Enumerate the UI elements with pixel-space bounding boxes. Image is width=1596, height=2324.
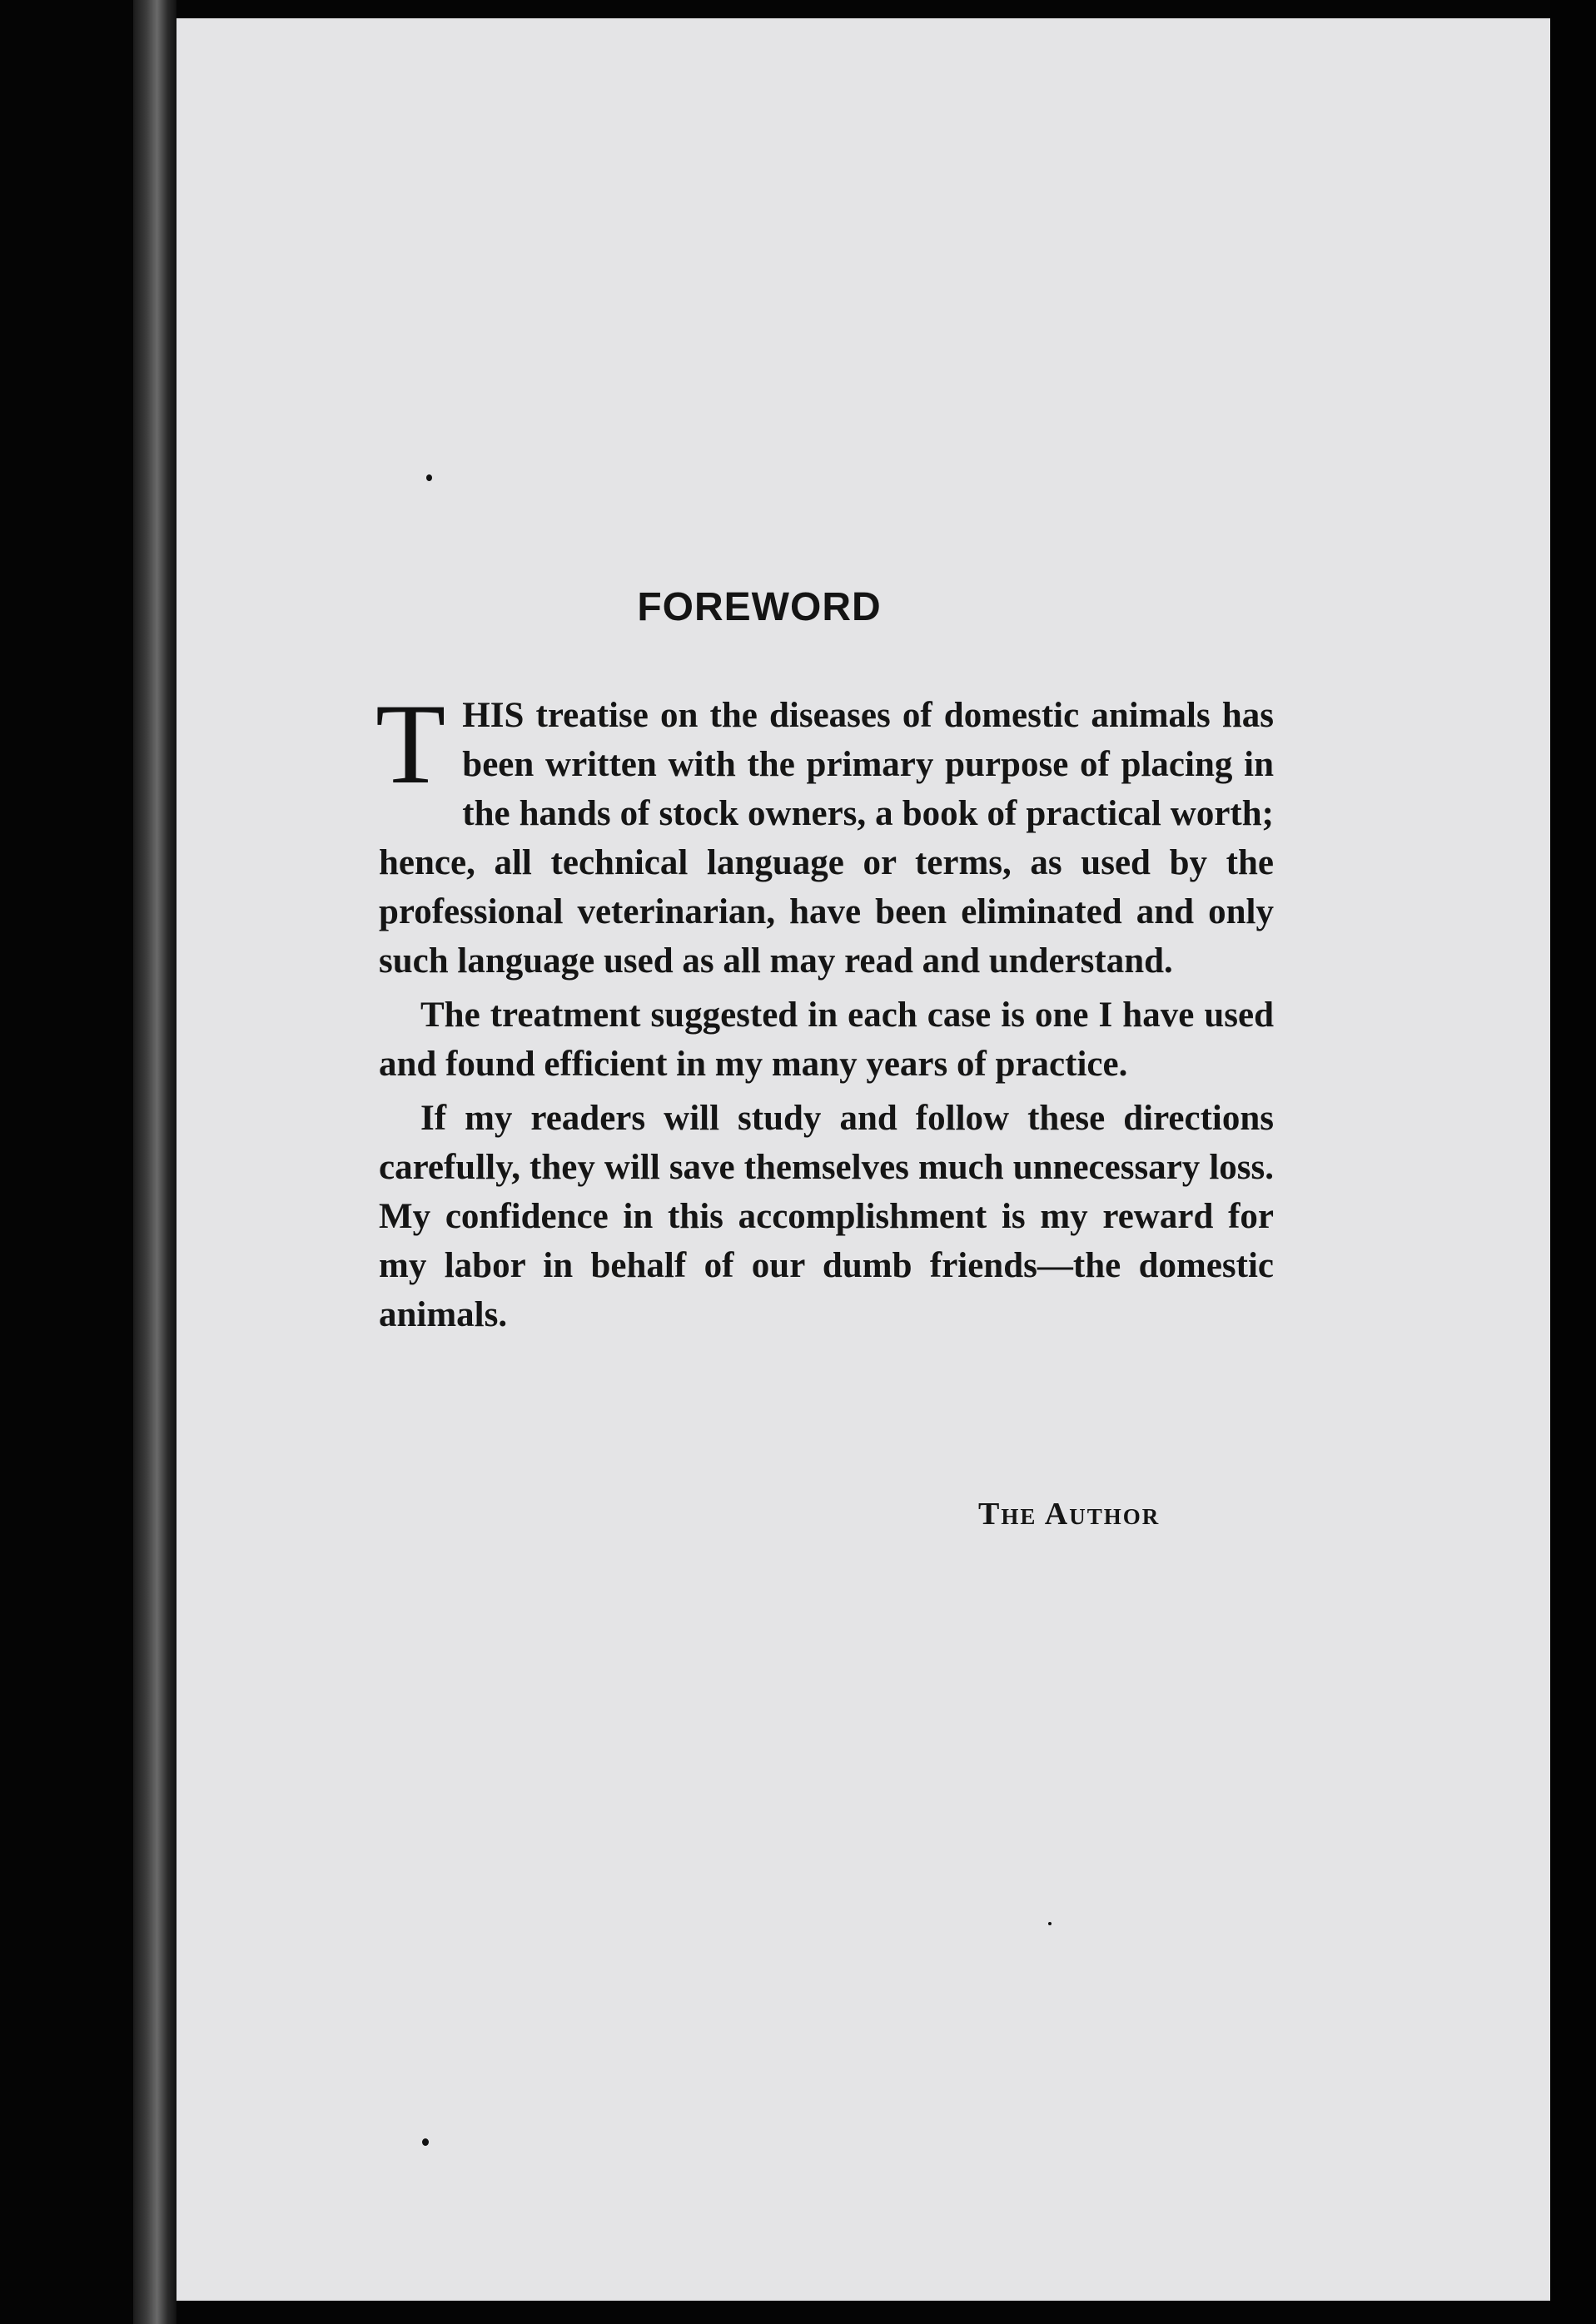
foreword-body (375, 680, 1274, 1339)
author-signature: The Author (978, 1497, 1161, 1532)
ink-speck (1048, 1922, 1052, 1925)
book-page (177, 18, 1550, 2301)
paragraph-1-text: HIS treatise on the diseases of domestic animals has been written with the primary purpose of placing in the hands of stock owners, a book of practical worth; hence, all technical language or terms, as used by the professional veterinarian, have been eliminated and only such language used as all may read and understand. (379, 696, 1274, 981)
ink-speck (426, 474, 432, 481)
paragraph-3: If my readers will study and follow these directions carefully, they will save themselves much unnecessary loss. My confidence in this accomplishment is my reward for my labor in behalf of our dumb friends—the domestic animals. (379, 1099, 1274, 1334)
drop-cap: T (375, 680, 446, 807)
page-title: FOREWORD (637, 585, 882, 629)
ink-speck (422, 2138, 429, 2146)
paragraph-2: The treatment suggested in each case is one I have used and found efficient in my many years of practice. (379, 996, 1274, 1084)
paragraph-1 (375, 680, 1274, 986)
scan-border (1550, 0, 1596, 2324)
book-spine (133, 0, 177, 2324)
